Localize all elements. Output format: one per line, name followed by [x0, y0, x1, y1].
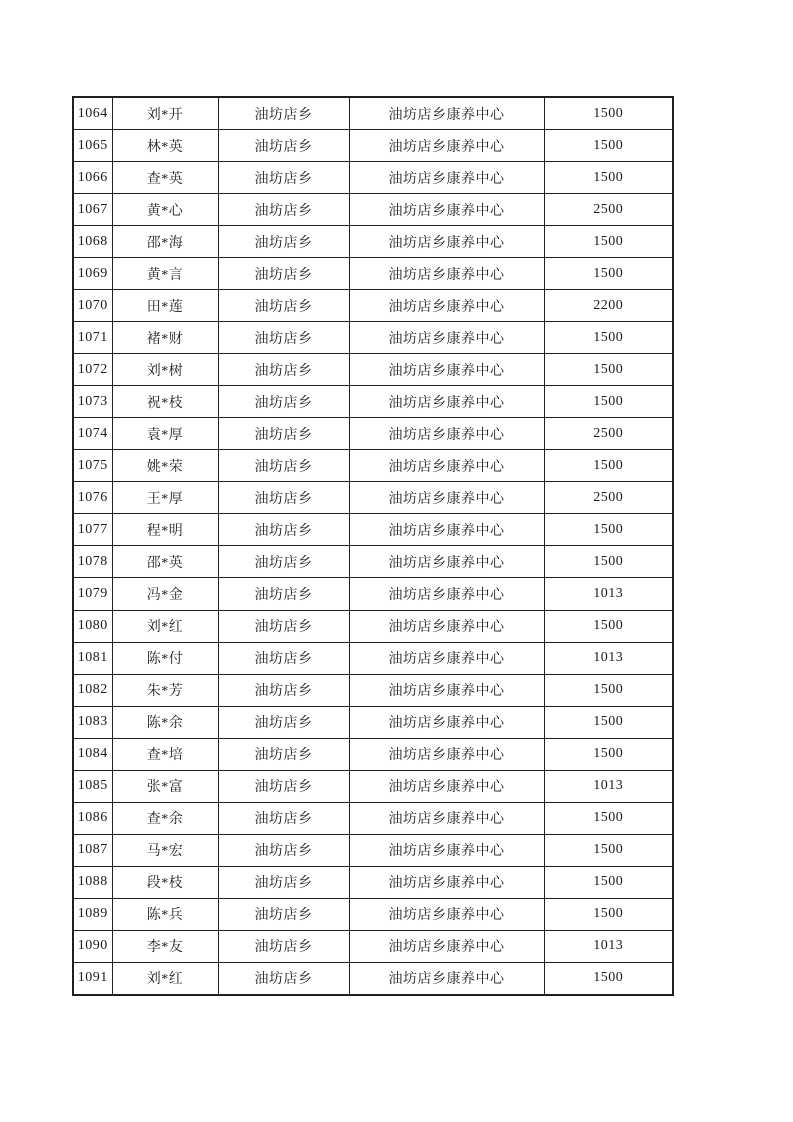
table-row	[73, 546, 673, 578]
benefit-table	[72, 96, 674, 996]
table-row	[73, 450, 673, 482]
cell-person-name: 段*枝	[112, 866, 218, 898]
cell-township: 油坊店乡	[218, 706, 349, 738]
cell-serial-number: 1071	[73, 322, 112, 354]
cell-care-center: 油坊店乡康养中心	[349, 674, 544, 706]
cell-amount: 2500	[544, 482, 673, 514]
cell-care-center: 油坊店乡康养中心	[349, 546, 544, 578]
cell-township: 油坊店乡	[218, 514, 349, 546]
cell-amount: 1500	[544, 514, 673, 546]
cell-care-center: 油坊店乡康养中心	[349, 866, 544, 898]
table-body	[73, 97, 673, 995]
cell-serial-number: 1078	[73, 546, 112, 578]
table-row	[73, 770, 673, 802]
table-row	[73, 802, 673, 834]
cell-township: 油坊店乡	[218, 130, 349, 162]
cell-person-name: 黄*言	[112, 258, 218, 290]
cell-care-center: 油坊店乡康养中心	[349, 258, 544, 290]
cell-serial-number: 1068	[73, 226, 112, 258]
cell-person-name: 查*英	[112, 162, 218, 194]
table-row	[73, 258, 673, 290]
cell-serial-number: 1066	[73, 162, 112, 194]
cell-person-name: 田*莲	[112, 290, 218, 322]
table-row	[73, 162, 673, 194]
cell-person-name: 王*厚	[112, 482, 218, 514]
cell-amount: 1500	[544, 706, 673, 738]
cell-person-name: 朱*芳	[112, 674, 218, 706]
table-row	[73, 866, 673, 898]
cell-township: 油坊店乡	[218, 770, 349, 802]
cell-care-center: 油坊店乡康养中心	[349, 578, 544, 610]
cell-amount: 1500	[544, 162, 673, 194]
cell-serial-number: 1079	[73, 578, 112, 610]
cell-care-center: 油坊店乡康养中心	[349, 162, 544, 194]
cell-amount: 1500	[544, 834, 673, 866]
cell-township: 油坊店乡	[218, 450, 349, 482]
cell-care-center: 油坊店乡康养中心	[349, 898, 544, 930]
cell-care-center: 油坊店乡康养中心	[349, 770, 544, 802]
cell-township: 油坊店乡	[218, 930, 349, 962]
table-row	[73, 482, 673, 514]
cell-amount: 1500	[544, 546, 673, 578]
cell-care-center: 油坊店乡康养中心	[349, 482, 544, 514]
cell-person-name: 邵*英	[112, 546, 218, 578]
cell-person-name: 邵*海	[112, 226, 218, 258]
cell-person-name: 林*英	[112, 130, 218, 162]
cell-person-name: 刘*红	[112, 610, 218, 642]
cell-township: 油坊店乡	[218, 578, 349, 610]
cell-amount: 1500	[544, 354, 673, 386]
cell-township: 油坊店乡	[218, 898, 349, 930]
cell-township: 油坊店乡	[218, 258, 349, 290]
cell-care-center: 油坊店乡康养中心	[349, 706, 544, 738]
cell-amount: 1500	[544, 610, 673, 642]
cell-amount: 1500	[544, 258, 673, 290]
cell-serial-number: 1089	[73, 898, 112, 930]
cell-person-name: 袁*厚	[112, 418, 218, 450]
cell-township: 油坊店乡	[218, 386, 349, 418]
cell-person-name: 程*明	[112, 514, 218, 546]
table-row	[73, 962, 673, 995]
cell-amount: 1500	[544, 226, 673, 258]
cell-care-center: 油坊店乡康养中心	[349, 226, 544, 258]
cell-serial-number: 1075	[73, 450, 112, 482]
cell-township: 油坊店乡	[218, 97, 349, 130]
cell-serial-number: 1074	[73, 418, 112, 450]
table-row	[73, 130, 673, 162]
cell-township: 油坊店乡	[218, 738, 349, 770]
cell-serial-number: 1080	[73, 610, 112, 642]
cell-serial-number: 1086	[73, 802, 112, 834]
cell-amount: 2500	[544, 194, 673, 226]
cell-person-name: 查*培	[112, 738, 218, 770]
table-row	[73, 738, 673, 770]
table-row	[73, 898, 673, 930]
cell-person-name: 陈*付	[112, 642, 218, 674]
cell-care-center: 油坊店乡康养中心	[349, 610, 544, 642]
cell-serial-number: 1064	[73, 97, 112, 130]
cell-serial-number: 1082	[73, 674, 112, 706]
cell-person-name: 姚*荣	[112, 450, 218, 482]
cell-serial-number: 1084	[73, 738, 112, 770]
cell-serial-number: 1088	[73, 866, 112, 898]
cell-township: 油坊店乡	[218, 418, 349, 450]
table-row	[73, 578, 673, 610]
cell-care-center: 油坊店乡康养中心	[349, 514, 544, 546]
cell-care-center: 油坊店乡康养中心	[349, 738, 544, 770]
cell-care-center: 油坊店乡康养中心	[349, 802, 544, 834]
cell-township: 油坊店乡	[218, 194, 349, 226]
table-row	[73, 930, 673, 962]
cell-amount: 1013	[544, 578, 673, 610]
table-row	[73, 226, 673, 258]
cell-serial-number: 1070	[73, 290, 112, 322]
cell-serial-number: 1067	[73, 194, 112, 226]
table-row	[73, 642, 673, 674]
cell-care-center: 油坊店乡康养中心	[349, 194, 544, 226]
cell-township: 油坊店乡	[218, 354, 349, 386]
cell-township: 油坊店乡	[218, 962, 349, 995]
cell-person-name: 马*宏	[112, 834, 218, 866]
cell-amount: 1013	[544, 770, 673, 802]
cell-township: 油坊店乡	[218, 802, 349, 834]
cell-care-center: 油坊店乡康养中心	[349, 322, 544, 354]
cell-amount: 1500	[544, 866, 673, 898]
cell-township: 油坊店乡	[218, 290, 349, 322]
table-row	[73, 674, 673, 706]
cell-serial-number: 1090	[73, 930, 112, 962]
table-row	[73, 354, 673, 386]
cell-township: 油坊店乡	[218, 642, 349, 674]
cell-amount: 1500	[544, 898, 673, 930]
cell-care-center: 油坊店乡康养中心	[349, 834, 544, 866]
cell-serial-number: 1083	[73, 706, 112, 738]
cell-amount: 1013	[544, 930, 673, 962]
table-row	[73, 514, 673, 546]
table-row	[73, 610, 673, 642]
cell-township: 油坊店乡	[218, 226, 349, 258]
cell-amount: 1500	[544, 674, 673, 706]
cell-person-name: 查*余	[112, 802, 218, 834]
cell-amount: 1500	[544, 97, 673, 130]
cell-care-center: 油坊店乡康养中心	[349, 418, 544, 450]
cell-serial-number: 1076	[73, 482, 112, 514]
cell-care-center: 油坊店乡康养中心	[349, 930, 544, 962]
cell-serial-number: 1077	[73, 514, 112, 546]
cell-township: 油坊店乡	[218, 546, 349, 578]
cell-person-name: 褚*财	[112, 322, 218, 354]
table-row	[73, 386, 673, 418]
cell-care-center: 油坊店乡康养中心	[349, 290, 544, 322]
cell-amount: 2500	[544, 418, 673, 450]
table-row	[73, 834, 673, 866]
cell-serial-number: 1087	[73, 834, 112, 866]
cell-person-name: 刘*开	[112, 97, 218, 130]
cell-amount: 1013	[544, 642, 673, 674]
cell-amount: 1500	[544, 738, 673, 770]
cell-person-name: 陈*余	[112, 706, 218, 738]
cell-township: 油坊店乡	[218, 610, 349, 642]
cell-township: 油坊店乡	[218, 162, 349, 194]
cell-person-name: 张*富	[112, 770, 218, 802]
cell-person-name: 李*友	[112, 930, 218, 962]
cell-person-name: 陈*兵	[112, 898, 218, 930]
cell-amount: 1500	[544, 386, 673, 418]
cell-serial-number: 1081	[73, 642, 112, 674]
cell-serial-number: 1073	[73, 386, 112, 418]
table-row	[73, 290, 673, 322]
cell-care-center: 油坊店乡康养中心	[349, 450, 544, 482]
cell-care-center: 油坊店乡康养中心	[349, 642, 544, 674]
cell-amount: 2200	[544, 290, 673, 322]
cell-serial-number: 1069	[73, 258, 112, 290]
table-row	[73, 322, 673, 354]
cell-serial-number: 1085	[73, 770, 112, 802]
cell-person-name: 祝*枝	[112, 386, 218, 418]
cell-township: 油坊店乡	[218, 834, 349, 866]
table-row	[73, 706, 673, 738]
cell-amount: 1500	[544, 322, 673, 354]
cell-care-center: 油坊店乡康养中心	[349, 97, 544, 130]
table-row	[73, 418, 673, 450]
cell-township: 油坊店乡	[218, 674, 349, 706]
cell-person-name: 冯*金	[112, 578, 218, 610]
cell-amount: 1500	[544, 802, 673, 834]
cell-township: 油坊店乡	[218, 322, 349, 354]
cell-person-name: 刘*红	[112, 962, 218, 995]
cell-amount: 1500	[544, 962, 673, 995]
cell-serial-number: 1065	[73, 130, 112, 162]
cell-person-name: 黄*心	[112, 194, 218, 226]
cell-amount: 1500	[544, 130, 673, 162]
cell-care-center: 油坊店乡康养中心	[349, 130, 544, 162]
cell-person-name: 刘*树	[112, 354, 218, 386]
cell-care-center: 油坊店乡康养中心	[349, 354, 544, 386]
cell-serial-number: 1072	[73, 354, 112, 386]
table-row	[73, 97, 673, 130]
cell-township: 油坊店乡	[218, 482, 349, 514]
cell-township: 油坊店乡	[218, 866, 349, 898]
cell-serial-number: 1091	[73, 962, 112, 995]
cell-amount: 1500	[544, 450, 673, 482]
cell-care-center: 油坊店乡康养中心	[349, 386, 544, 418]
table-row	[73, 194, 673, 226]
cell-care-center: 油坊店乡康养中心	[349, 962, 544, 995]
